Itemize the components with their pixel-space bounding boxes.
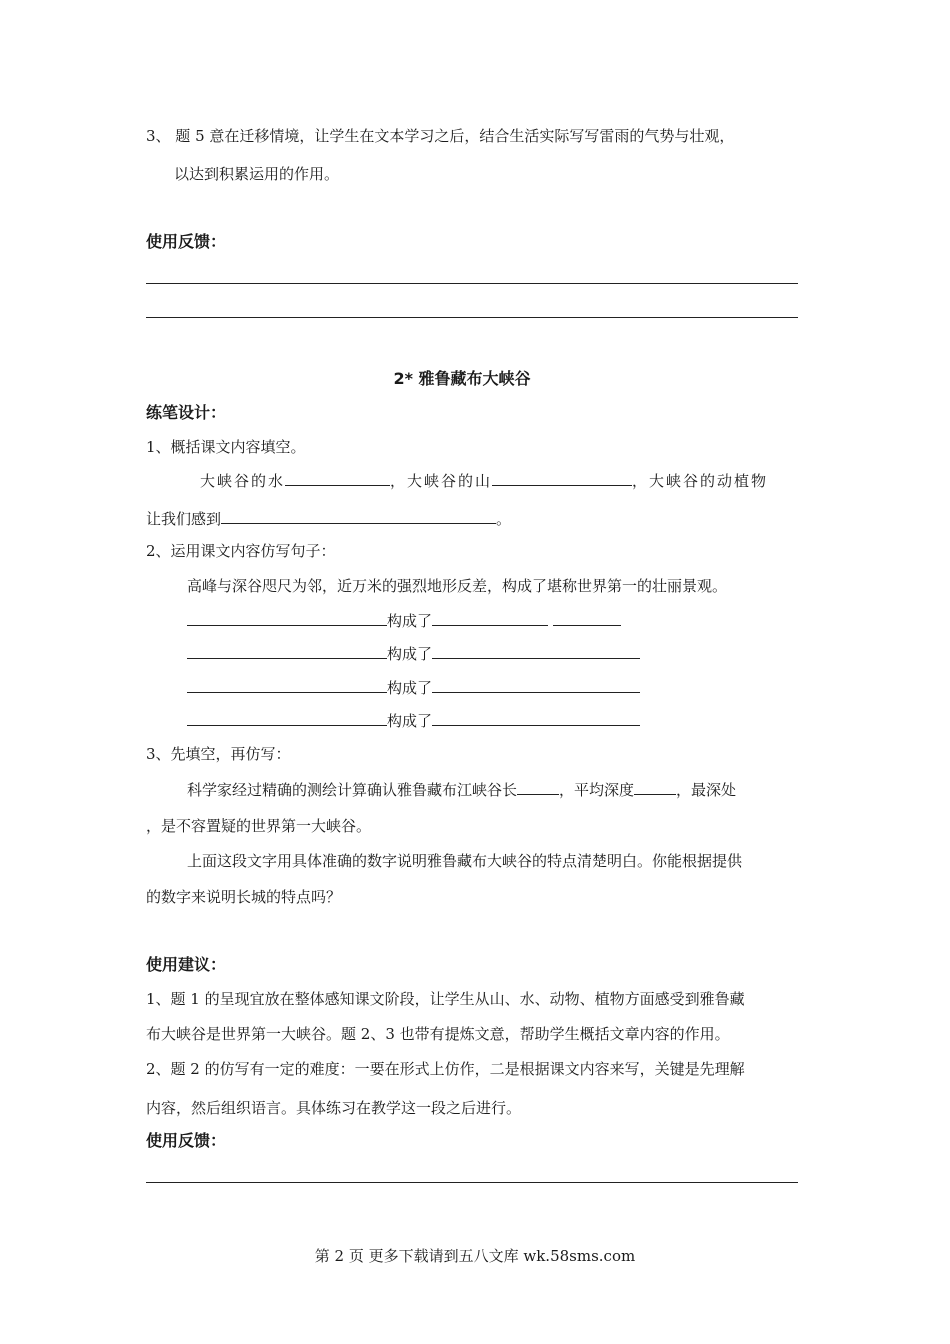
q1-part5: 。	[496, 510, 512, 528]
prev-item3-line1: 3、 题 5 意在迁移情境，让学生在文本学习之后，结合生活实际写写雷雨的气势与壮观，	[146, 127, 735, 145]
q2-imitate-row	[187, 609, 621, 632]
feedback-line	[146, 283, 798, 284]
suggest-label: 使用建议：	[146, 955, 227, 974]
prev-feedback-label: 使用反馈：	[146, 232, 227, 251]
q1-part1: 大峡谷的水	[200, 472, 286, 490]
feedback-line	[146, 317, 798, 318]
blank-imitate[interactable]	[187, 709, 387, 726]
constitute-word: 构成了	[387, 645, 433, 663]
blank-imitate[interactable]	[432, 609, 548, 626]
q1-part4: 让我们感到	[146, 510, 222, 528]
q1-part3: ，大峡谷的动植物	[632, 472, 769, 490]
blank-imitate[interactable]	[432, 642, 640, 659]
design-label: 练笔设计：	[146, 403, 227, 422]
q1-label: 1、概括课文内容填空。	[146, 438, 306, 456]
q3-label: 3、先填空，再仿写：	[146, 745, 291, 763]
blank-imitate[interactable]	[432, 709, 640, 726]
blank-water[interactable]	[285, 469, 390, 486]
prev-item3-line2: 以达到积累运用的作用。	[174, 165, 340, 183]
constitute-word: 构成了	[387, 712, 433, 730]
q3-para1-line1	[187, 778, 736, 801]
blank-imitate[interactable]	[432, 676, 640, 693]
blank-imitate[interactable]	[553, 609, 621, 626]
q3-para1-c: ，最深处	[676, 781, 737, 799]
suggest1-line1: 1、题 1 的呈现宜放在整体感知课文阶段，让学生从山、水、动物、植物方面感受到雅鲁藏	[146, 990, 745, 1008]
q3-para2-line1: 上面这段文字用具体准确的数字说明雅鲁藏布大峡谷的特点清楚明白。你能根据提供	[187, 852, 743, 870]
constitute-word: 构成了	[387, 679, 433, 697]
q3-para2-line2: 的数字来说明长城的特点吗？	[146, 888, 342, 906]
feedback-label: 使用反馈：	[146, 1131, 227, 1150]
constitute-word: 构成了	[387, 612, 433, 630]
q2-label: 2、运用课文内容仿写句子：	[146, 542, 336, 560]
q1-part2: ，大峡谷的山	[390, 472, 493, 490]
q2-imitate-row	[187, 676, 640, 699]
feedback-line	[146, 1182, 798, 1183]
blank-mountain[interactable]	[492, 469, 632, 486]
suggest2-line1: 2、题 2 的仿写有一定的难度：一要在形式上仿作，二是根据课文内容来写，关键是先理解	[146, 1060, 745, 1078]
q2-imitate-row	[187, 642, 640, 665]
q2-imitate-row	[187, 709, 640, 732]
blank-imitate[interactable]	[187, 676, 387, 693]
blank-depth[interactable]	[634, 778, 676, 795]
section-title: 2* 雅鲁藏布大峡谷	[393, 369, 531, 388]
blank-length[interactable]	[517, 778, 559, 795]
q1-line1	[200, 469, 768, 492]
suggest2-line2: 内容，然后组织语言。具体练习在教学这一段之后进行。	[146, 1099, 522, 1117]
suggest1-line2: 布大峡谷是世界第一大峡谷。题 2、3 也带有提炼文意，帮助学生概括文章内容的作用。	[146, 1025, 730, 1043]
q3-para1-b: ，平均深度	[559, 781, 635, 799]
q3-para1-line2: ，是不容置疑的世界第一大峡谷。	[146, 817, 372, 835]
q2-example: 高峰与深谷咫尺为邻，近万米的强烈地形反差，构成了堪称世界第一的壮丽景观。	[187, 577, 728, 595]
q3-para1-a: 科学家经过精确的测绘计算确认雅鲁藏布江峡谷长	[187, 781, 518, 799]
q1-line2	[146, 507, 511, 530]
blank-imitate[interactable]	[187, 609, 387, 626]
page-footer: 第 2 页 更多下载请到五八文库 wk.58sms.com	[314, 1247, 636, 1265]
blank-imitate[interactable]	[187, 642, 387, 659]
blank-feeling[interactable]	[221, 507, 496, 524]
